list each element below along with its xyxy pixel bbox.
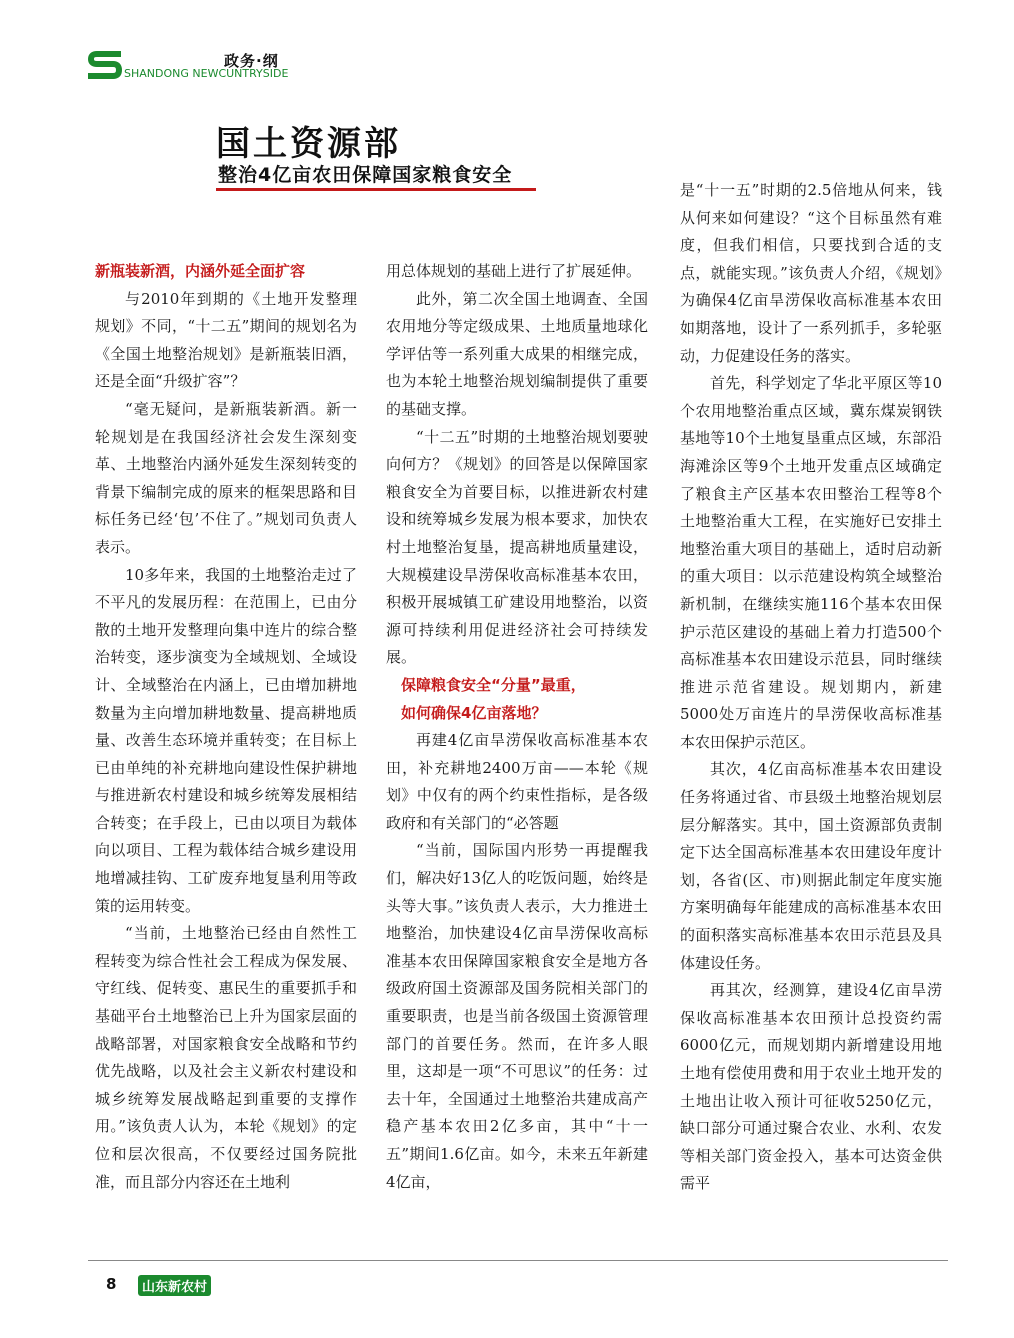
article-subtitle: 整治4亿亩农田保障国家粮食安全	[218, 164, 513, 186]
page-header	[88, 48, 388, 88]
section-heading: 如何确保4亿亩落地？	[401, 703, 547, 722]
paragraph: 与2010年到期的《土地开发整理规划》不同，“十二五”期间的规划名为《全国土地整治规划》是新瓶装旧酒，还是全面“升级扩容”？	[95, 289, 357, 391]
footer-rule	[88, 1260, 948, 1261]
footer-magazine-logo: 山东新农村	[138, 1275, 211, 1296]
title-underline	[216, 188, 536, 191]
paragraph: 此外，第二次全国土地调查、全国农用地分等定级成果、土地质量地球化学评估等一系列重大成果的相继完成，也为本轮土地整治规划编制提供了重要的基础支撑。	[386, 289, 648, 418]
paragraph: “毫无疑问，是新瓶装新酒。新一轮规划是在我国经济社会发生深刻变革、土地整治内涵外延发生深刻转变的背景下编制完成的原来的框架思路和目标任务已经‘包’不住了。”规划司负责人表示。	[95, 399, 357, 556]
paragraph: 10多年来，我国的土地整治走过了不平凡的发展历程：在范围上，已由分散的土地开发整理向集中连片的综合整治转变，逐步演变为全域规划、全域设计、全域整治在内涵上，已由增加耕地数量为主向增加耕地数量、提高耕地质量、改善生态环境并重转变；在目标上已由单纯的补充耕地向建设性保护耕地与推进新农村建设和城乡统筹发展相结合转变；在手段上，已由以项目为载体向以项目、工程为载体结合城乡建设用地增减挂钩、工矿废弃地复垦利用等政策的运用转变。	[95, 565, 357, 915]
section-heading: 新瓶装新酒，内涵外延全面扩容	[95, 262, 306, 280]
paragraph: 是“十一五”时期的2.5倍地从何来，钱从何来如何建设？“这个目标虽然有难度，但我们相信，只要找到合适的支点，就能实现。”该负责人介绍，《规划》为确保4亿亩旱涝保收高标准基本农田如期落地，设计了一系列抓手，多轮驱动，力促建设任务的落实。	[680, 181, 942, 365]
paragraph: “十二五”时期的土地整治规划要驶向何方？《规划》的回答是以保障国家粮食安全为首要目标，以推进新农村建设和统筹城乡发展为根本要求，加快农村土地整治复垦，提高耕地质量建设，大规模建设旱涝保收高标准基本农田，积极开展城镇工矿建设用地整治，以资源可持续利用促进经济社会可持续发展。	[386, 427, 648, 667]
paragraph: 用总体规划的基础上进行了扩展延伸。	[386, 262, 642, 280]
paragraph: 再建4亿亩旱涝保收高标准基本农田，补充耕地2400万亩——本轮《规划》中仅有的两个约束性指标，是各级政府和有关部门的“必答题	[386, 731, 648, 832]
section-heading: 保障粮食安全“分量”最重，	[401, 675, 586, 694]
magazine-name-en: SHANDONG NEWCUNTRYSIDE	[124, 67, 289, 80]
paragraph: “当前，国际国内形势一再提醒我们，解决好13亿人的吃饭问题，始终是头等大事。”该负责人表示，大力推进土地整治，加快建设4亿亩旱涝保收高标准基本农田保障国家粮食安全是地方各级政府国土资源部及国务院相关部门的重要职责，也是当前各级国土资源管理部门的首要任务。然而，在许多人眼里，这却是一项“不可思议”的任务：过去十年，全国通过土地整治共建成高产稳产基本农田2亿多亩，其中“十一五”期间1.6亿亩。如今，未来五年新建4亿亩，	[386, 841, 648, 1191]
article-title: 国土资源部	[216, 124, 401, 164]
paragraph: 其次，4亿亩高标准基本农田建设任务将通过省、市县级土地整治规划层层分解落实。其中，国土资源部负责制定下达全国高标准基本农田建设年度计划，各省(区、市)则据此制定年度实施方案明确每年能建成的高标准基本农田的面积落实高标准基本农田示范县及具体建设任务。	[680, 760, 942, 972]
magazine-s-logo-icon	[88, 48, 122, 82]
text-column-3	[680, 177, 942, 1198]
paragraph: “当前，土地整治已经由自然性工程转变为综合性社会工程成为保发展、守红线、促转变、惠民生的重要抓手和基础平台土地整治已上升为国家层面的战略部署，对国家粮食安全战略和节约优先战略，以及社会主义新农村建设和城乡统筹发展战略起到重要的支撑作用。”该负责人认为，本轮《规划》的定位和层次很高，不仅要经过国务院批准，而且部分内容还在土地利	[95, 924, 357, 1191]
paragraph: 首先，科学划定了华北平原区等10个农用地整治重点区域，冀东煤炭钢铁基地等10个土地复垦重点区域，东部沿海滩涂区等9个土地开发重点区域确定了粮食主产区基本农田整治工程等8个土地整治重大工程，在实施好已安排土地整治重大项目的基础上，适时启动新的重大项目：以示范建设构筑全域整治新机制，在继续实施116个基本农田保护示范区建设的基础上着力打造500个高标准基本农田建设示范县，同时继续推进示范省建设。规划期内，新建5000处万亩连片的旱涝保收高标准基本农田保护示范区。	[680, 374, 942, 751]
paragraph: 再其次，经测算，建设4亿亩旱涝保收高标准基本农田预计总投资约需6000亿元，而规划期内新增建设用地土地有偿使用费和用于农业土地开发的土地出让收入预计可征收5250亿元，缺口部分可通过聚合农业、水利、农发等相关部门资金投入，基本可达资金供需平	[680, 981, 942, 1193]
section-label: 政务·纲	[224, 52, 279, 70]
text-column-2	[386, 258, 648, 1196]
page-number: 8	[106, 1275, 117, 1293]
text-column-1	[95, 258, 357, 1196]
